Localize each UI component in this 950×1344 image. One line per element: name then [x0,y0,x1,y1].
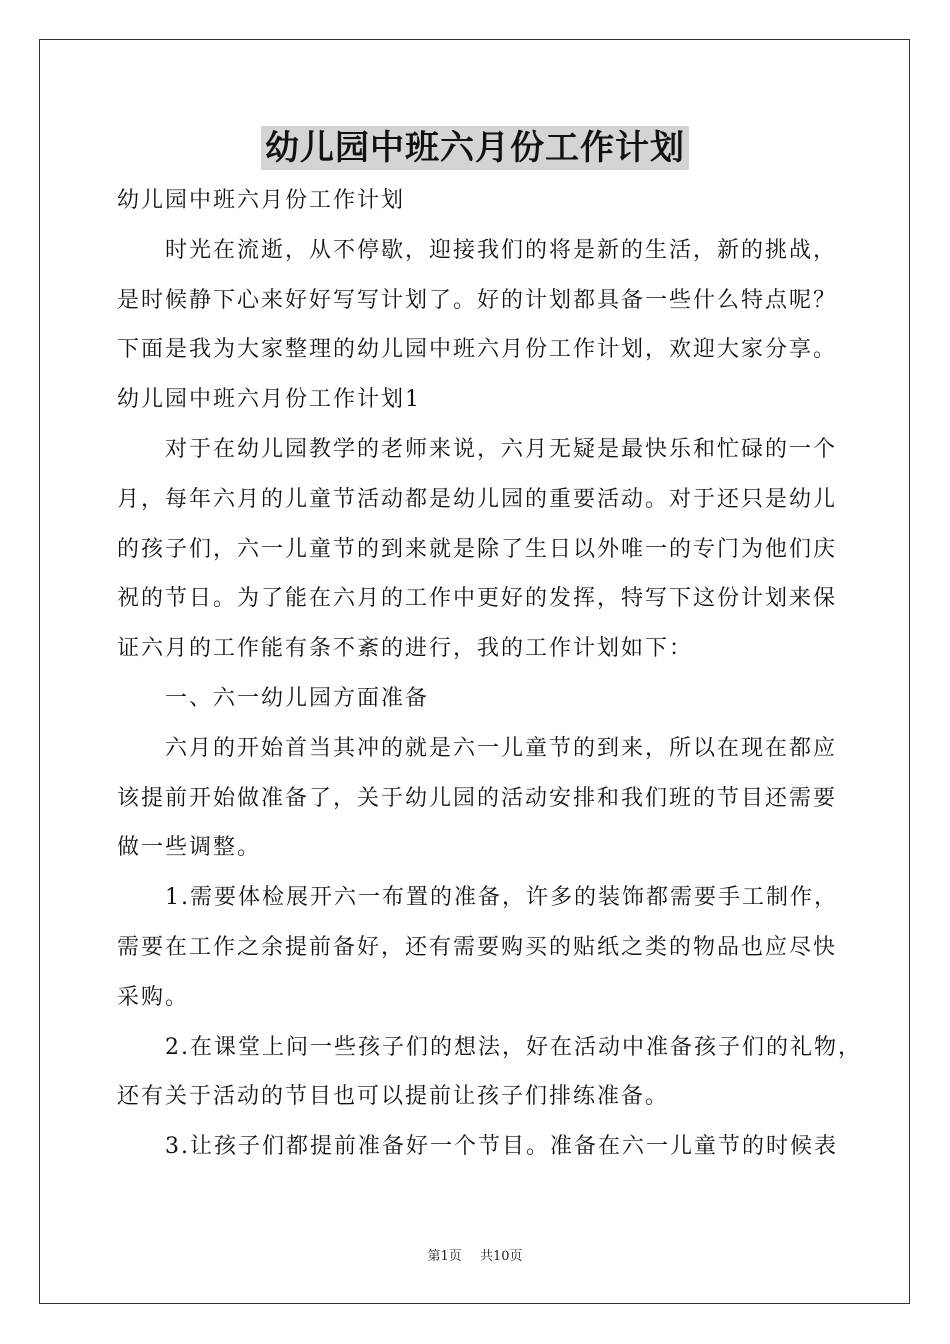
body-line: 祝的节日。为了能在六月的工作中更好的发挥，特写下这份计划来保 [117,586,838,612]
body-line: 采购。 [117,984,190,1010]
body-line: 还有关于活动的节目也可以提前让孩子们排练准备。 [117,1084,670,1110]
page-total: 共10页 [479,1249,523,1264]
body-line: 幼儿园中班六月份工作计划 [117,188,406,213]
body-line: 该提前开始做准备了，关于幼儿园的活动安排和我们班的节目还需要 [117,785,838,811]
body-line: 对于在幼儿园教学的老师来说，六月无疑是最快乐和忙碌的一个 [165,436,838,462]
body-line: 六月的开始首当其冲的就是六一儿童节的到来，所以在现在都应 [165,735,838,761]
list-item-line: 1.需要体检展开六一布置的准备，许多的装饰都需要手工制作， [165,885,838,911]
body-line: 的孩子们，六一儿童节的到来就是除了生日以外唯一的专门为他们庆 [117,536,838,562]
body-line: 证六月的工作能有条不紊的进行，我的工作计划如下： [117,636,694,662]
page-footer [0,1245,950,1264]
page-number: 第1页 [427,1249,462,1264]
list-item-line: 3.让孩子们都提前准备好一个节目。准备在六一儿童节的时候表 [165,1134,838,1160]
body-line: 需要在工作之余提前备好，还有需要购买的贴纸之类的物品也应尽快 [117,934,838,960]
section-heading: 一、六一幼儿园方面准备 [165,685,430,711]
document-title: 幼儿园中班六月份工作计划 [261,126,689,170]
body-line: 是时候静下心来好好写写计划了。好的计划都具备一些什么特点呢？ [117,287,838,313]
body-line: 做一些调整。 [117,835,262,861]
body-line: 时光在流逝，从不停歇，迎接我们的将是新的生活，新的挑战， [165,237,838,263]
title-container [0,126,950,170]
body-line: 幼儿园中班六月份工作计划1 [117,387,421,413]
body-line: 月，每年六月的儿童节活动都是幼儿园的重要活动。对于还只是幼儿 [117,486,838,512]
document-body [117,176,862,1172]
list-item-line: 2.在课堂上问一些孩子们的想法，好在活动中准备孩子们的礼物， [165,1034,862,1060]
body-line: 下面是我为大家整理的幼儿园中班六月份工作计划，欢迎大家分享。 [117,337,838,363]
